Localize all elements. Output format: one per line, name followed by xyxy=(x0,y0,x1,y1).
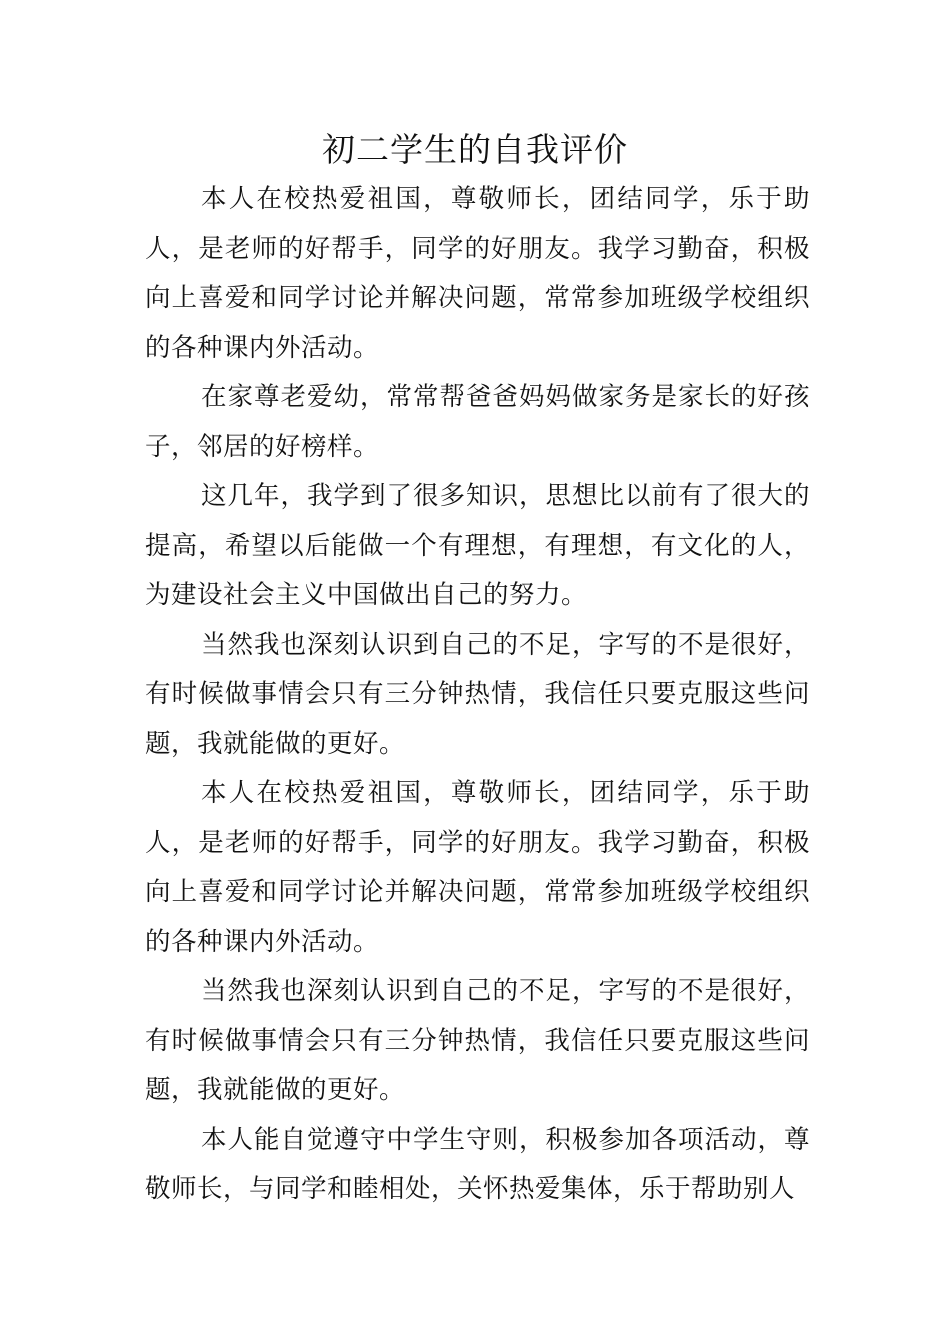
paragraph-2: 在家尊老爱幼，常常帮爸爸妈妈做家务是家长的好孩子，邻居的好榜样。 xyxy=(145,382,810,462)
document-title: 初二学生的自我评价 xyxy=(322,130,628,169)
paragraph-4: 当然我也深刻认识到自己的不足，字写的不是很好，有时候做事情会只有三分钟热情，我信任只要克服这些问题，我就能做的更好。 xyxy=(145,629,810,759)
paragraph-1: 本人在校热爱祖国，尊敬师长，团结同学，乐于助人，是老师的好帮手，同学的好朋友。我学习勤奋，积极向上喜爱和同学讨论并解决问题，常常参加班级学校组织的各种课内外活动。 xyxy=(145,184,810,363)
paragraph-6: 当然我也深刻认识到自己的不足，字写的不是很好，有时候做事情会只有三分钟热情，我信任只要克服这些问题，我就能做的更好。 xyxy=(145,976,810,1105)
paragraph-3: 这几年，我学到了很多知识，思想比以前有了很大的提高，希望以后能做一个有理想，有理想，有文化的人，为建设社会主义中国做出自己的努力。 xyxy=(145,481,810,610)
paragraph-7: 本人能自觉遵守中学生守则，积极参加各项活动，尊敬师长，与同学和睦相处，关怀热爱集体，乐于帮助别人 xyxy=(145,1124,810,1204)
document-body xyxy=(145,175,810,1215)
paragraph-5: 本人在校热爱祖国，尊敬师长，团结同学，乐于助人，是老师的好帮手，同学的好朋友。我学习勤奋，积极向上喜爱和同学讨论并解决问题，常常参加班级学校组织的各种课内外活动。 xyxy=(145,778,810,957)
